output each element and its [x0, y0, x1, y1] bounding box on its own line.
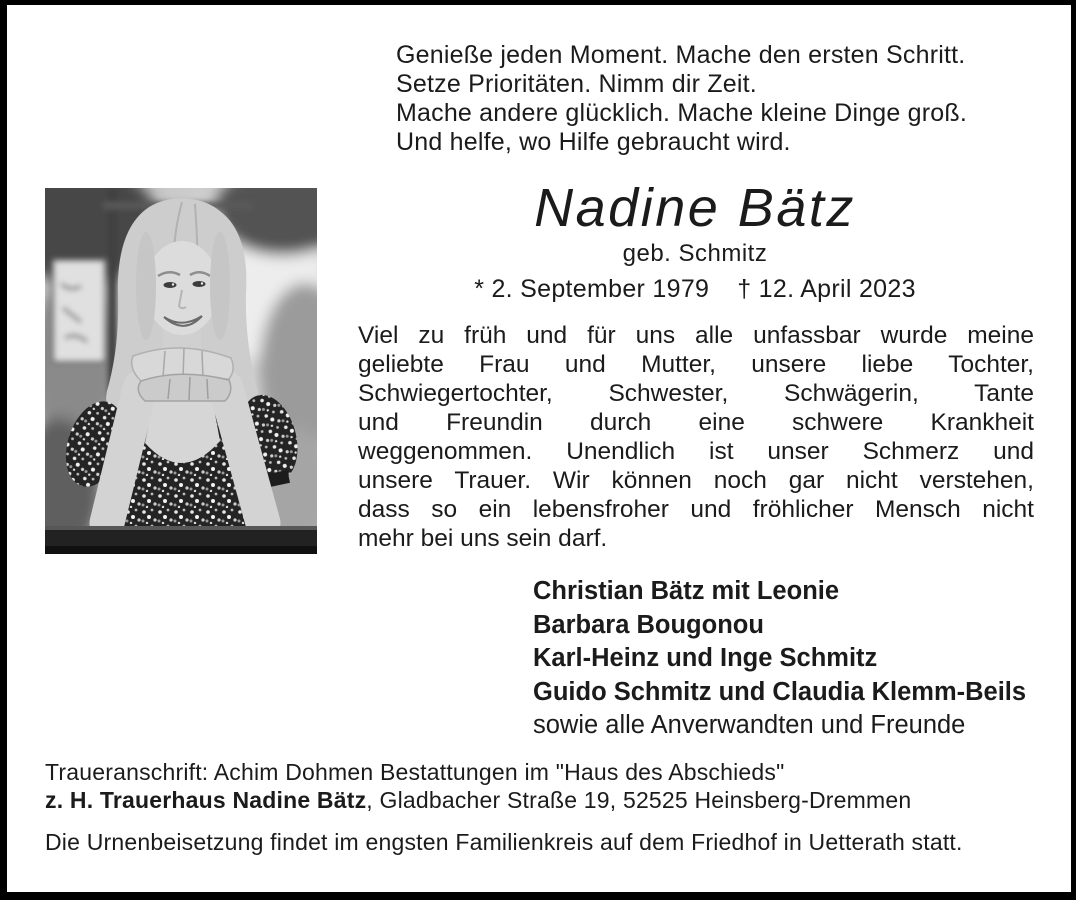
quote-line: Genieße jeden Moment. Mache den ersten Schritt. [396, 41, 966, 69]
obituary-text-line: dass so ein lebensfroher und fröhlicher Mensch nicht [358, 496, 1034, 523]
mourners-list [533, 575, 1026, 743]
obituary-text [358, 321, 1034, 553]
mourner-name: Christian Bätz mit Leonie [533, 577, 840, 605]
recipient-name: z. H. Trauerhaus Nadine Bätz [45, 787, 367, 813]
obituary-text-line: weggenommen. Unendlich ist unser Schmerz und [358, 438, 1034, 465]
mourner-name: Guido Schmitz und Claudia Klemm-Beils [533, 677, 1027, 706]
deceased-name: Nadine Bätz [534, 178, 856, 238]
condolence-address-line: Traueranschrift: Achim Dohmen Bestattungen im "Haus des Abschieds" [45, 759, 785, 785]
recipient-line [45, 786, 963, 814]
obituary-text-line: Viel zu früh und für uns alle unfassbar wurde meine [358, 322, 1034, 349]
obituary-text-line: geliebte Frau und Mutter, unsere liebe Tochter, [358, 351, 1034, 378]
obituary-text-line: unsere Trauer. Wir können noch gar nicht verstehen, [358, 467, 1034, 494]
portrait-photo-illustration [45, 188, 317, 554]
birth-date: * 2. September 1979 [474, 275, 710, 303]
name-block [358, 178, 1032, 304]
quote-line: Setze Prioritäten. Nimm dir Zeit. [396, 70, 757, 98]
death-date: † 12. April 2023 [737, 275, 916, 303]
obituary-text-line: mehr bei uns sein darf. [358, 525, 608, 552]
mourner-name: Barbara Bougonou [533, 610, 764, 639]
footer-block [45, 758, 963, 856]
recipient-address: , Gladbacher Straße 19, 52525 Heinsberg-Dremmen [366, 787, 912, 813]
burial-note: Die Urnenbeisetzung findet im engsten Familienkreis auf dem Friedhof in Uetterath statt. [45, 829, 963, 855]
mourner-name: Karl-Heinz und Inge Schmitz [533, 644, 878, 672]
maiden-name: geb. Schmitz [622, 240, 768, 267]
quote-line: Und helfe, wo Hilfe gebraucht wird. [396, 128, 791, 156]
mourners-closing: sowie alle Anverwandten und Freunde [533, 711, 966, 739]
portrait-photo [45, 188, 317, 554]
quote-block [396, 41, 967, 157]
obituary-text-line: Schwiegertochter, Schwester, Schwägerin, Tante [358, 380, 1034, 407]
obituary-text-line: und Freundin durch eine schwere Krankheit [358, 409, 1034, 436]
quote-line: Mache andere glücklich. Mache kleine Dinge groß. [396, 99, 968, 127]
life-dates [358, 275, 1032, 304]
